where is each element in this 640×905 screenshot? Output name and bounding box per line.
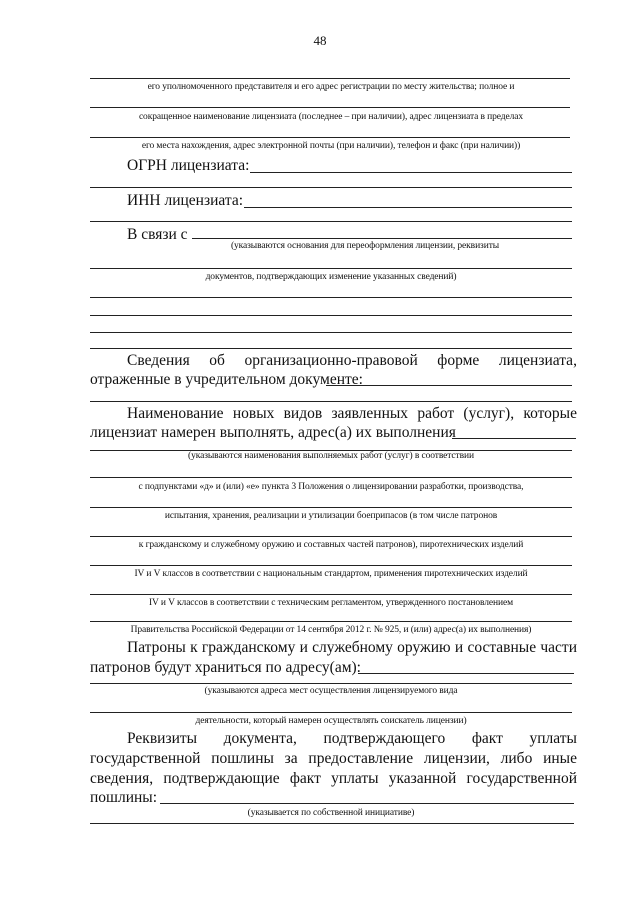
word: уплаты [529,730,577,747]
field-caption: (указывается по собственной инициативе) [247,808,415,818]
word: Патроны [127,639,186,656]
word: новых [232,405,275,422]
form-line [90,332,572,333]
fee-label: пошлины: [90,789,158,806]
org-form-line-2 [90,370,363,389]
fee-line-4 [90,788,157,807]
word: пошлины [211,750,274,767]
form-line [90,401,572,402]
ogrn-label-text: ОГРН лицензиата: [127,157,250,174]
field-caption: (указываются основания для переоформления лицензии, реквизиты [230,241,500,251]
word: составные [467,639,537,656]
ogrn-label [127,156,249,175]
word: лицензии, [423,750,490,767]
word: которые [523,405,577,422]
works-line-1 [127,404,577,423]
reason-input-line[interactable] [192,238,572,239]
field-caption: Правительства Российской Федерации от 14 сентября 2012 г. № 925, и (или) адрес(а) их выполнения) [130,625,532,635]
word: сведения, [90,770,154,787]
word: гражданскому [201,639,296,656]
word: иные [543,750,577,767]
form-line [90,621,572,622]
storage-label: патронов будут храниться по адресу(ам): [90,659,361,676]
form-line [90,297,572,298]
word: служебному [312,639,393,656]
ogrn-input-line[interactable] [250,172,572,173]
word: об [209,352,225,369]
form-line [90,78,570,79]
field-caption: к гражданскому и служебному оружию и составных частей патронов), пиротехнических изделий [138,540,524,550]
word: указанной [388,770,457,787]
word: работ [417,405,455,422]
form-line [90,137,570,138]
word: подтверждающего [323,730,446,747]
inn-label [127,191,243,210]
form-line [90,315,572,316]
fee-line-3 [90,769,577,788]
field-caption: (указываются адреса мест осуществления лицензируемого вида [204,686,458,696]
storage-line-1 [127,638,577,657]
word: государственной [90,750,201,767]
field-caption: испытания, хранения, реализации и утилизации боеприпасов (в том числе патронов [164,511,498,521]
org-form-line-1 [127,351,577,370]
word: к [190,639,198,656]
form-line [90,187,572,188]
org-form-input-line[interactable] [326,385,572,386]
word: Реквизиты [127,730,198,747]
inn-input-line[interactable] [244,207,572,208]
field-caption: IV и V классов в соответствии с национальным стандартом, применения пиротехнических изделий [134,569,528,579]
form-line [90,565,572,566]
works-label: лицензиат намерен выполнять, адрес(а) их выполнения [90,424,456,441]
form-line [90,823,574,824]
word: оружию [397,639,451,656]
word: либо [500,750,533,767]
word: части [540,639,577,656]
fee-input-line[interactable] [160,803,574,804]
field-caption: сокращенное наименование лицензиата (последнее – при наличии), адрес лицензиата в пределах [138,112,524,122]
field-caption: его уполномоченного представителя и его адрес регистрации по месту жительства; полное и [147,82,515,92]
field-caption: с подпунктами «д» и (или) «е» пункта 3 Положения о лицензировании разработки, производства, [138,482,524,492]
form-line [90,221,572,222]
inn-label-text: ИНН лицензиата: [127,192,244,209]
word: лицензиата, [498,352,577,369]
form-line [90,348,572,349]
form-line [90,683,572,684]
works-input-line[interactable] [452,438,576,439]
word: Наименование [127,405,224,422]
field-caption: документов, подтверждающих изменение указанных сведений) [205,272,457,282]
form-line [90,107,570,108]
fee-line-2 [90,749,577,768]
form-line [90,594,572,595]
form-line [90,712,572,713]
form-line [90,268,572,269]
word: (услуг), [463,405,515,422]
word: заявленных [331,405,409,422]
storage-line-2 [90,658,361,677]
word: подтверждающие [163,770,280,787]
word: уплаты [331,770,379,787]
word: факт [471,730,503,747]
page-number: 48 [313,33,327,48]
word: Сведения [127,352,190,369]
field-caption: деятельности, который намерен осуществлять соискатель лицензии) [195,716,467,726]
word: организационно-правовой [244,352,418,369]
word: документа, [223,730,297,747]
field-caption: IV и V классов в соответствии с техническим регламентом, утвержденного постановлением [148,598,513,608]
storage-input-line[interactable] [358,673,574,674]
word: за [284,750,298,767]
field-caption: (указываются наименования выполняемых работ (услуг) в соответствии [188,451,474,461]
word: предоставление [308,750,414,767]
field-caption: его места нахождения, адрес электронной почты (при наличии), телефон и факс (при наличии)) [141,141,521,151]
word: факт [289,770,321,787]
word: государственной [466,770,577,787]
word: видов [283,405,323,422]
works-line-2 [90,423,456,442]
fee-line-1 [127,729,577,748]
form-line [90,507,572,508]
form-line [90,477,572,478]
word: форме [437,352,480,369]
reason-label-text: В связи с [127,226,188,243]
form-line [90,536,572,537]
word: и [299,639,308,656]
word: и [454,639,464,656]
org-form-label: отраженные в учредительном документе: [90,371,363,388]
